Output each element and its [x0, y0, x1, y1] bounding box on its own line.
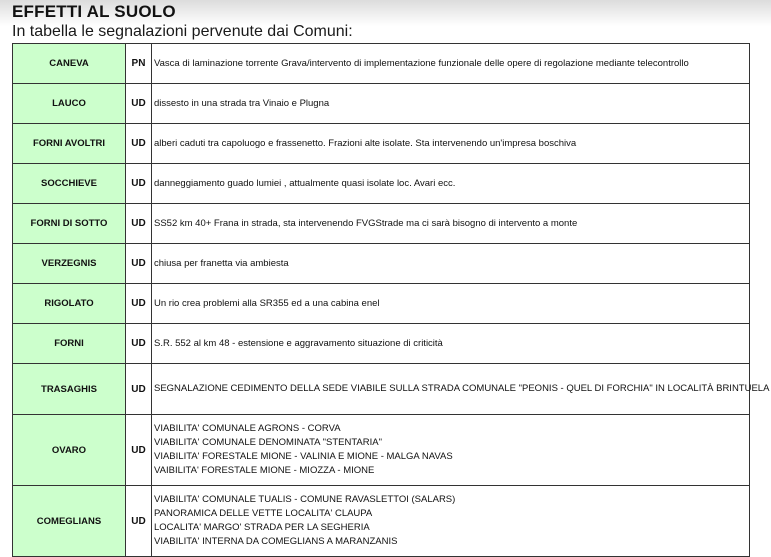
description-line: alberi caduti tra capoluogo e frassenetto. Frazioni alte isolate. Sta intervenendo un'impresa boschiva [154, 137, 577, 149]
table-row [13, 84, 750, 124]
description-line: chiusa per franetta via ambiesta [154, 257, 289, 269]
province-cell: UD [126, 124, 152, 164]
table-row [13, 164, 750, 204]
description-line: Vasca di laminazione torrente Grava/intervento di implementazione funzionale delle opere di regolazione mediante telecontrollo [154, 57, 689, 69]
table-row [13, 364, 750, 415]
description-cell [152, 415, 750, 486]
table-row [13, 204, 750, 244]
province-cell: UD [126, 415, 152, 486]
description-cell [152, 44, 750, 84]
comune-cell: SOCCHIEVE [13, 164, 126, 204]
description-cell [152, 204, 750, 244]
comune-cell: COMEGLIANS [13, 486, 126, 557]
description-cell [152, 84, 750, 124]
comune-cell: FORNI DI SOTTO [13, 204, 126, 244]
table-row [13, 244, 750, 284]
description-cell [152, 324, 750, 364]
table-row [13, 124, 750, 164]
description-line: SEGNALAZIONE CEDIMENTO DELLA SEDE VIABILE SULLA STRADA COMUNALE "PEONIS - QUEL DI FORCHIA" IN LOCALITÀ BRINTUELA [154, 383, 770, 394]
comune-cell: RIGOLATO [13, 284, 126, 324]
comune-cell: FORNI [13, 324, 126, 364]
description-cell [152, 124, 750, 164]
description-line: VIABILITA' COMUNALE AGRONS - CORVA [154, 423, 341, 434]
comune-cell: OVARO [13, 415, 126, 486]
province-cell: UD [126, 486, 152, 557]
page-subtitle: In tabella le segnalazioni pervenute dai Comuni: [12, 23, 353, 40]
province-cell: UD [126, 84, 152, 124]
description-line: VAIBILITA' FORESTALE MIONE - MIOZZA - MIONE [154, 465, 375, 476]
comune-cell: LAUCO [13, 84, 126, 124]
description-line: danneggiamento guado lumiei , attualmente quasi isolate loc. Avari ecc. [154, 177, 456, 189]
description-line: VIABILITA' COMUNALE DENOMINATA "STENTARIA" [154, 437, 382, 448]
table-row [13, 44, 750, 84]
table-row [13, 324, 750, 364]
comune-cell: FORNI AVOLTRI [13, 124, 126, 164]
province-cell: UD [126, 204, 152, 244]
province-cell: UD [126, 324, 152, 364]
table-row [13, 415, 750, 486]
description-line: LOCALITA' MARGO' STRADA PER LA SEGHERIA [154, 522, 370, 533]
description-cell [152, 486, 750, 557]
comune-cell: CANEVA [13, 44, 126, 84]
comune-cell: TRASAGHIS [13, 364, 126, 415]
table-row [13, 486, 750, 557]
description-line: Un rio crea problemi alla SR355 ed a una cabina enel [154, 297, 380, 309]
table-row [13, 284, 750, 324]
province-cell: PN [126, 44, 152, 84]
description-cell [152, 164, 750, 204]
description-line: VIABILITA' INTERNA DA COMEGLIANS A MARANZANIS [154, 536, 398, 547]
description-line: VIABILITA' FORESTALE MIONE - VALINIA E MIONE - MALGA NAVAS [154, 451, 453, 462]
comune-cell: VERZEGNIS [13, 244, 126, 284]
province-cell: UD [126, 244, 152, 284]
province-cell: UD [126, 164, 152, 204]
description-line: S.R. 552 al km 48 - estensione e aggravamento situazione di criticità [154, 337, 443, 349]
description-line: VIABILITA' COMUNALE TUALIS - COMUNE RAVASLETTOI (SALARS) [154, 494, 456, 505]
description-line: PANORAMICA DELLE VETTE LOCALITA' CLAUPA [154, 508, 373, 519]
description-cell [152, 364, 770, 415]
province-cell: UD [126, 284, 152, 324]
description-cell [152, 244, 750, 284]
page-title: EFFETTI AL SUOLO [12, 2, 176, 21]
province-cell: UD [126, 364, 152, 415]
description-line: dissesto in una strada tra Vinaio e Plugna [154, 97, 330, 109]
description-cell [152, 284, 750, 324]
description-line: SS52 km 40+ Frana in strada, sta intervenendo FVGStrade ma ci sarà bisogno di intervento a monte [154, 217, 578, 229]
reports-table [12, 43, 770, 557]
